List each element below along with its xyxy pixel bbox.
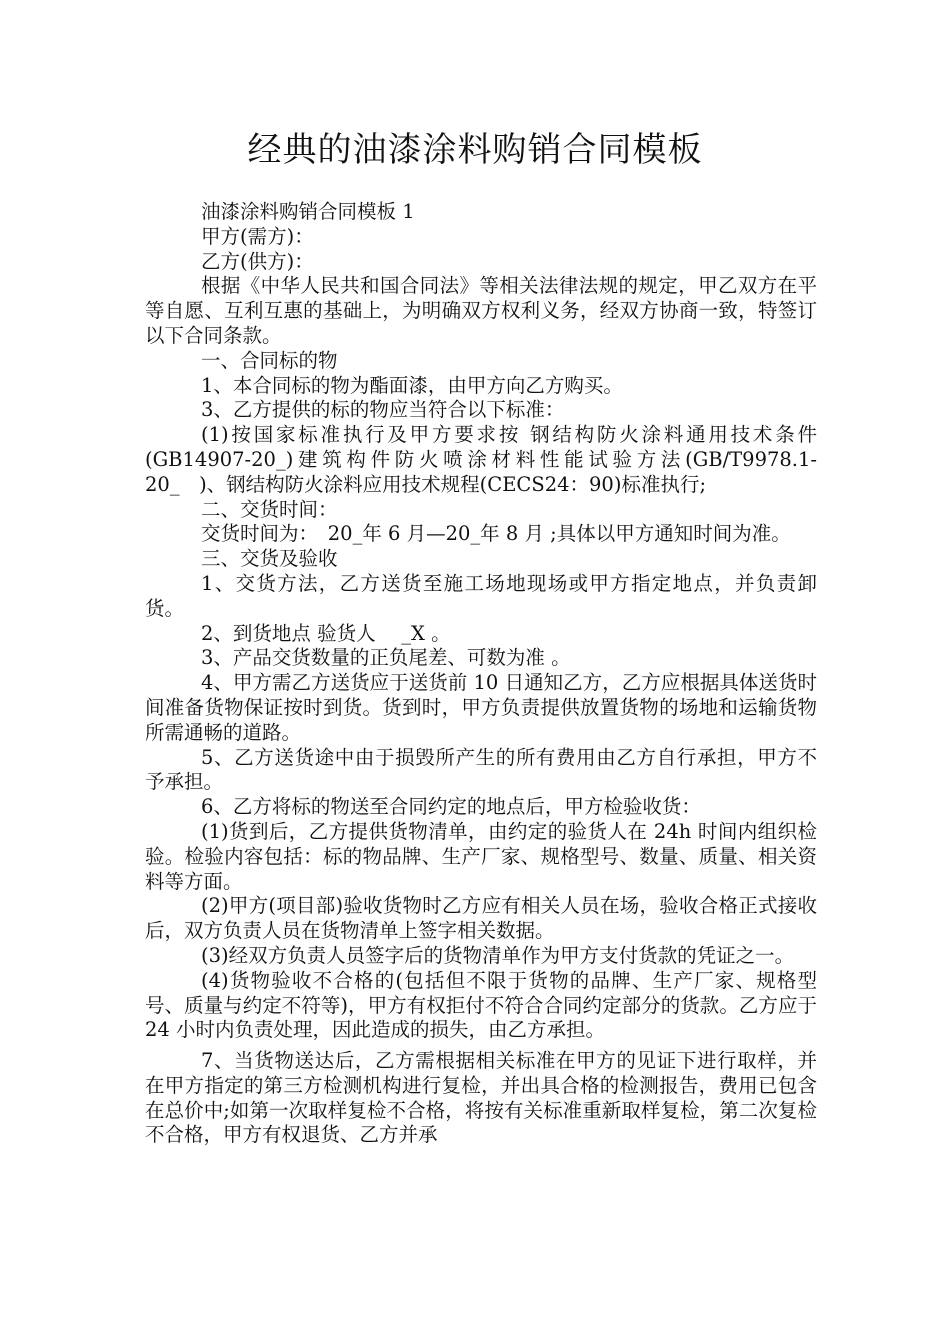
- delivery-clause-7: 7、当货物送达后，乙方需根据相关标准在甲方的见证下进行取样，并在甲方指定的第三方检测机构进行复检，并出具合格的检测报告，费用已包含在总价中;如第一次取样复检不合格，将按有关标准重新取样复检，第二次复检不合格，甲方有权退货、乙方并承: [145, 1049, 817, 1147]
- delivery-clause-3: 3、产品交货数量的正负尾差、可数为准 。: [201, 646, 571, 670]
- delivery-clause-4: 4、甲方需乙方送货应于送货前 10 日通知乙方，乙方应根据具体送货时间准备货物保证按时到货。货到时，甲方负责提供放置货物的场地和运输货物所需通畅的道路。: [145, 671, 817, 744]
- delivery-clause-2: 2、到货地点 验货人 _X 。: [201, 621, 451, 645]
- section-heading-2: 二、交货时间：: [201, 497, 338, 521]
- document-body: [145, 200, 817, 1148]
- party-b-line: 乙方(供方)：: [201, 249, 314, 273]
- section-heading-1: 一、合同标的物: [201, 348, 338, 372]
- delivery-clause-6: 6、乙方将标的物送至合同约定的地点后，甲方检验收货：: [201, 795, 701, 819]
- party-a-line: 甲方(需方)：: [201, 224, 314, 248]
- preamble-paragraph: 根据《中华人民共和国合同法》等相关法律法规的规定，甲乙双方在平等自愿、互利互惠的基础上，为明确双方权利义务，经双方协商一致，特签订以下合同条款。: [145, 274, 817, 347]
- clause-3-1: (1)按国家标准执行及甲方要求按 钢结构防火涂料通用技术条件(GB14907-20_)建筑构件防火喷涂材料性能试验方法(GB/T9978.1-20_ )、钢结构防火涂料应用技术规程(CECS24：90)标准执行;: [145, 423, 817, 496]
- inspection-clause-1: (1)货到后，乙方提供货物清单，由约定的验货人在 24h 时间内组织检验。检验内容包括：标的物品牌、生产厂家、规格型号、数量、质量、相关资料等方面。: [145, 819, 817, 893]
- clause-1: 1、本合同标的物为酯面漆，由甲方向乙方购买。: [201, 373, 623, 397]
- delivery-clause-5: 5、乙方送货途中由于损毁所产生的所有费用由乙方自行承担，甲方不予承担。: [145, 745, 817, 794]
- section-heading-3: 三、交货及验收: [201, 547, 338, 571]
- contract-subtitle: 油漆涂料购销合同模板 1: [201, 200, 415, 223]
- inspection-clause-2: (2)甲方(项目部)验收货物时乙方应有相关人员在场，验收合格正式接收后，双方负责人员在货物清单上签字相关数据。: [145, 894, 817, 943]
- inspection-clause-4: (4)货物验收不合格的(包括但不限于货物的品牌、生产厂家、规格型号、质量与约定不符等)，甲方有权拒付不符合合同约定部分的货款。乙方应于 24 小时内负责处理，因此造成的损失，由乙方承担。: [145, 968, 817, 1042]
- document-title: 经典的油漆涂料购销合同模板: [247, 130, 703, 170]
- delivery-clause-1: 1、交货方法，乙方送货至施工场地现场或甲方指定地点，并负责卸货。: [145, 571, 817, 620]
- clause-3: 3、乙方提供的标的物应当符合以下标准：: [201, 398, 565, 422]
- inspection-clause-3: (3)经双方负责人员签字后的货物清单作为甲方支付货款的凭证之一。: [201, 943, 795, 967]
- delivery-time-paragraph: 交货时间为： 20_年 6 月—20_年 8 月 ;具体以甲方通知时间为准。: [201, 522, 791, 546]
